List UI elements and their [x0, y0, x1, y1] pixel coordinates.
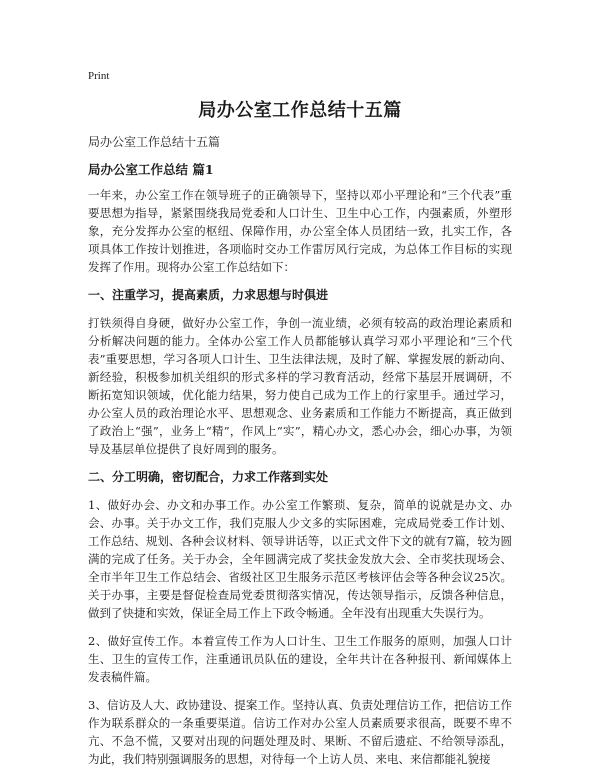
section-heading-2: 二、分工明确，密切配合，力求工作落到实处	[88, 470, 329, 484]
print-link[interactable]: Print	[88, 70, 110, 82]
part-heading: 局办公室工作总结 篇1	[88, 162, 214, 177]
intro-paragraph: 一年来，办公室工作在领导班子的正确领导下，坚持以邓小平理论和“三个代表”重要思想为指导，紧紧围绕我局党委和人口计生、卫生中心工作，内强素质，外塑形象，充分发挥办公室的枢纽、保障作用，办公室全体人员团结一致，扎实工作，各项具体工作按计划推进，各项临时交办工作雷厉风行完成，为总体工作目标的实现发挥了作用。现将办公室工作总结如下：	[88, 188, 512, 274]
section-2-item-3: 3、信访及人大、政协建设、提案工作。坚持认真、负责处理信访工作，把信访工作作为联系群众的一条重要渠道。信访工作对办公室人员素质要求很高，既要不卑不亢、不急不慌，又要对出现的问题处理及时、果断、不留后遗症、不给领导添乱，为此，我们特别强调服务的思想，对待每一个上访人员、来电、来信都能礼貌接	[88, 698, 512, 766]
section-heading-1: 一、注重学习，提高素质，力求思想与时俱进	[88, 288, 329, 302]
document-subtitle: 局办公室工作总结十五篇	[88, 135, 221, 149]
document-body	[88, 186, 512, 778]
document-title: 局办公室工作总结十五篇	[198, 100, 402, 121]
section-1-paragraph: 打铁须得自身硬，做好办公室工作，争创一流业绩，必须有较高的政治理论素质和分析解决问题的能力。全体办公室工作人员都能够认真学习邓小平理论和“三个代表”重要思想，学习各项人口计生、卫生法律法规，及时了解、掌握发展的新动向、新经验，积极参加机关组织的形式多样的学习教育活动，经常下基层开展调研，不断拓宽知识领域，优化能力结果，努力使自己成为工作上的行家里手。通过学习，办公室人员的政治理论水平、思想观念、业务素质和工作能力不断提高，真正做到了政治上“强”，业务上“精”，作风上“实”，精心办文，悉心办会，细心办事，为领导及基层单位提供了良好周到的服务。	[88, 316, 512, 456]
section-2-item-2: 2、做好宣传工作。本着宣传工作为人口计生、卫生工作服务的原则，加强人口计生、卫生的宣传工作，注重通讯员队伍的建设，全年共计在各种报刊、新闻媒体上发表稿件篇。	[88, 634, 512, 684]
section-2-item-1: 1、做好办会、办文和办事工作。办公室工作繁琐、复杂，简单的说就是办文、办会、办事。关于办文工作，我们克服人少文多的实际困难，完成局党委工作计划、工作总结、规划、各种会议材料、领导讲话等，以正式文件下文的就有7篇，较为圆满的完成了任务。关于办会，全年圆满完成了奖扶金发放大会、全市奖扶现场会、全市半年卫生工作总结会、省级社区卫生服务示范区考核评估会等各种会议25次。关于办事，主要是督促检查局党委贯彻落实情况，传达领导指示，反馈各种信息，做到了快捷和实效，保证全局工作上下政令畅通。全年没有出现重大失误行为。	[88, 498, 512, 620]
